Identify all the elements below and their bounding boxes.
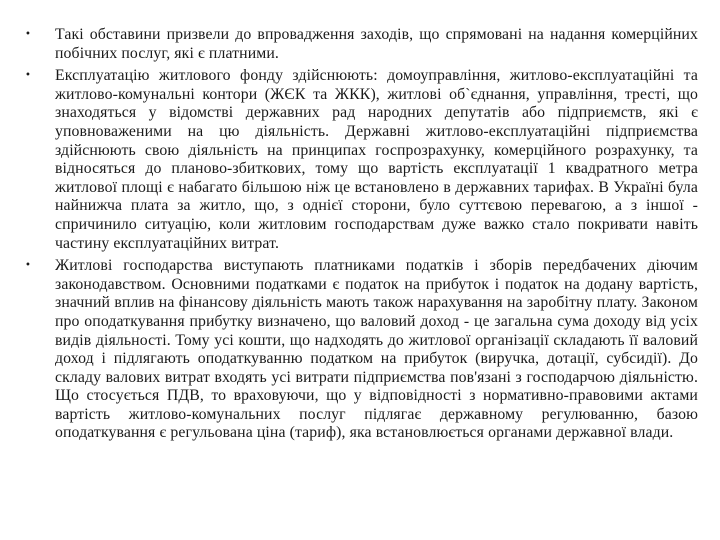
list-item <box>22 67 698 253</box>
bullet-list <box>22 26 698 447</box>
bullet-icon: • <box>25 260 31 272</box>
list-item <box>22 257 698 443</box>
bullet-icon: • <box>25 29 31 40</box>
bullet-text-commercial-services: Такі обставини призвели до впровадження заходів, що спрямовані на надання комерційних побічних послуг, які є платними. <box>55 26 698 62</box>
bullet-text-taxation: Житлові господарства виступають платниками податків і зборів передбачених діючим законодавством. Основними податками є податок на прибуток і податок на додану вартість, значний вплив на фінансову діяльність мають також нарахування на заробітну плату. Законом про оподаткування прибутку визначено, що валовий доход - це загальна сума доходу від усіх видів діяльності. Тому усі кошти, що надходять до житлової організації складають її валовий доход і підлягають оподаткуванню податком на прибуток (виручка, дотації, субсидії). До складу валових витрат входять усі витрати підприємства пов'язані з господарчою діяльністю. Що стосується ПДВ, то враховуючи, що у відповідності з нормативно-правовими актами вартість житлово-комунальних послуг підлягає державному регулюванню, базою оподаткування є регульована ціна (тариф), яка встановлюється органами державної влади. <box>55 257 698 442</box>
bullet-text-housing-operation: Експлуатацію житлового фонду здійснюють: домоуправління, житлово-експлуатаційні та житлово-комунальні контори (ЖЄК та ЖКК), житлові об`єднання, управління, тресті, що знаходяться у відомстві державних рад народних депутатів або підприємств, які є уповноваженими на цю діяльність. Державні житлово-експлуатаційні підприємства здійснюють свою діяльність на принципах госпрозрахунку, комерційного розрахунку, та відносяться до планово-збиткових, тому що вартість експлуатації 1 квадратного метра житлової площі є набагато більшою ніж це встановлено в державних тарифах. В Україні була найнижча плата за житло, що, з однієї сторони, було суттєвою перевагою, а з іншої - спричинило ситуацію, коли житловим господарствам дуже важко стало покривати навіть частину експлуатаційних витрат. <box>55 67 698 252</box>
list-item <box>22 26 698 63</box>
bullet-icon: • <box>25 70 31 82</box>
